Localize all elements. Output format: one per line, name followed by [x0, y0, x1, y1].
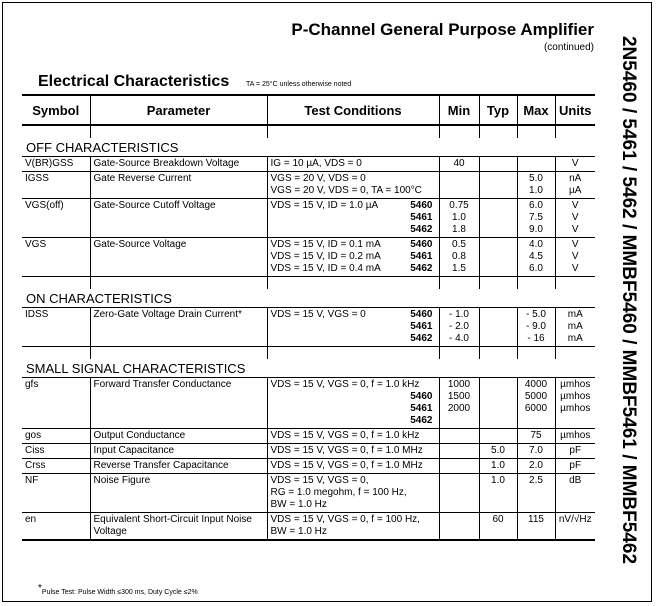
- device-number: 5462: [410, 415, 433, 426]
- unit-value: µmhos: [560, 391, 591, 402]
- max-value: 6.0: [529, 200, 543, 211]
- parameter-cell: Reverse Transfer Capacitance: [90, 459, 267, 474]
- device-number: 5461: [410, 212, 433, 223]
- min-cell: [439, 199, 479, 238]
- max-value: 6000: [524, 403, 548, 414]
- min-cell: [439, 459, 479, 474]
- spacer-cell: [479, 277, 517, 290]
- table-body: [22, 125, 595, 540]
- page-title: P-Channel General Purpose Amplifier: [291, 20, 594, 39]
- max-cell: [517, 513, 555, 541]
- condition-line: VDS = 15 V, ID = 0.1 mA: [270, 239, 381, 250]
- unit-value: nA: [569, 173, 582, 184]
- parameter-cell: Equivalent Short-Circuit Input Noise Voltage: [90, 513, 267, 541]
- table-row: [22, 238, 595, 277]
- min-value: 1.8: [452, 224, 466, 235]
- device-number: 5460: [410, 391, 433, 402]
- table-row: [22, 172, 595, 199]
- section-heading-row: [22, 289, 595, 308]
- conditions-cell: [267, 429, 439, 444]
- condition-line: RG = 1.0 megohm, f = 100 Hz,: [270, 487, 407, 498]
- conditions-cell: [267, 513, 439, 541]
- unit-value: µmhos: [560, 403, 591, 414]
- min-value: 1000: [447, 379, 471, 390]
- condition-line: VGS = 20 V, VDS = 0, TA = 100°C: [270, 185, 422, 196]
- units-cell: [555, 444, 595, 459]
- symbol-cell: Crss: [22, 459, 90, 474]
- symbol-cell: gos: [22, 429, 90, 444]
- section-heading: OFF CHARACTERISTICS: [22, 138, 595, 157]
- max-cell: [517, 459, 555, 474]
- parameter-cell: Gate-Source Cutoff Voltage: [90, 199, 267, 238]
- condition-line: VDS = 15 V, ID = 1.0 µA: [270, 200, 379, 211]
- max-cell: [517, 172, 555, 199]
- min-cell: [439, 429, 479, 444]
- units-cell: [555, 429, 595, 444]
- device-number: 5460: [410, 239, 433, 250]
- unit-value: V: [571, 200, 579, 211]
- condition-line: VDS = 15 V, VGS = 0, f = 1.0 kHz: [270, 379, 420, 390]
- section-heading-row: [22, 138, 595, 157]
- max-value: - 5.0: [525, 309, 546, 320]
- min-value: - 4.0: [448, 333, 469, 344]
- units-cell: [555, 513, 595, 541]
- typ-cell: [479, 513, 517, 541]
- device-number: 5461: [410, 251, 433, 262]
- spacer-cell: [439, 347, 479, 360]
- section-heading-row: [22, 359, 595, 378]
- typ-cell: [479, 378, 517, 429]
- min-value: 0.75: [449, 200, 469, 211]
- spacer-cell: [22, 125, 90, 138]
- max-value: 75: [530, 430, 542, 441]
- spacer-cell: [267, 277, 439, 290]
- condition-line: VDS = 15 V, VGS = 0, f = 1.0 MHz: [270, 445, 423, 456]
- section-title: Electrical Characteristics: [38, 73, 230, 90]
- typ-cell: [479, 172, 517, 199]
- min-value: 2000: [447, 403, 471, 414]
- parameter-cell: Zero-Gate Voltage Drain Current*: [90, 308, 267, 347]
- min-value: - 1.0: [448, 309, 469, 320]
- spacer-cell: [517, 125, 555, 138]
- max-cell: [517, 199, 555, 238]
- spacer-cell: [439, 125, 479, 138]
- parameter-cell: Gate Reverse Current: [90, 172, 267, 199]
- col-max: Max: [517, 95, 555, 125]
- section-note: TA = 25°C unless otherwise noted: [246, 81, 352, 88]
- max-value: 5.0: [529, 173, 543, 184]
- typ-value: 1.0: [491, 475, 505, 486]
- unit-value: V: [571, 212, 579, 223]
- max-value: 1.0: [529, 185, 543, 196]
- table-row: [22, 459, 595, 474]
- unit-value: V: [571, 224, 579, 235]
- max-value: 115: [528, 514, 544, 525]
- spacer-cell: [555, 125, 595, 138]
- col-units: Units: [555, 95, 595, 125]
- col-typ: Typ: [479, 95, 517, 125]
- condition-line: VDS = 15 V, VGS = 0: [270, 309, 366, 320]
- device-number: 5460: [410, 309, 433, 320]
- units-cell: [555, 308, 595, 347]
- typ-cell: [479, 238, 517, 277]
- spacer-row: [22, 347, 595, 360]
- typ-cell: [479, 474, 517, 513]
- max-cell: [517, 444, 555, 459]
- parameter-cell: Noise Figure: [90, 474, 267, 513]
- spacer-cell: [517, 277, 555, 290]
- unit-value: V: [571, 263, 579, 274]
- table-row: [22, 429, 595, 444]
- table-row: [22, 157, 595, 172]
- conditions-cell: [267, 378, 439, 429]
- min-cell: [439, 444, 479, 459]
- spacer-cell: [90, 347, 267, 360]
- unit-value: dB: [569, 475, 582, 486]
- condition-line: VGS = 20 V, VDS = 0: [270, 173, 366, 184]
- max-value: 2.0: [529, 460, 543, 471]
- condition-line: BW = 1.0 Hz: [270, 526, 327, 537]
- typ-cell: [479, 308, 517, 347]
- spacer-cell: [439, 277, 479, 290]
- parameter-cell: Gate-Source Breakdown Voltage: [90, 157, 267, 172]
- table-header-row: [22, 95, 595, 125]
- col-symbol: Symbol: [22, 95, 90, 125]
- condition-line: IG = 10 µA, VDS = 0: [270, 158, 362, 169]
- min-cell: [439, 513, 479, 541]
- max-value: 5000: [524, 391, 548, 402]
- min-cell: [439, 172, 479, 199]
- unit-value: mA: [567, 321, 583, 332]
- device-number: 5461: [410, 403, 433, 414]
- condition-line: VDS = 15 V, VGS = 0, f = 100 Hz,: [270, 514, 420, 525]
- symbol-cell: IDSS: [22, 308, 90, 347]
- symbol-cell: V(BR)GSS: [22, 157, 90, 172]
- table-row: [22, 513, 595, 541]
- min-value: - 2.0: [448, 321, 469, 332]
- footnote-text: Pulse Test: Pulse Width ≤300 ms, Duty Cycle ≤2%: [41, 589, 198, 596]
- condition-line: VDS = 15 V, ID = 0.2 mA: [270, 251, 381, 262]
- footnote: [38, 583, 198, 596]
- max-cell: [517, 238, 555, 277]
- spacer-row: [22, 125, 595, 138]
- col-test-conditions: Test Conditions: [267, 95, 439, 125]
- spacer-row: [22, 277, 595, 290]
- typ-value: 5.0: [491, 445, 505, 456]
- parameter-cell: Gate-Source Voltage: [90, 238, 267, 277]
- unit-value: V: [571, 158, 579, 169]
- conditions-cell: [267, 172, 439, 199]
- unit-value: mA: [567, 309, 583, 320]
- table-row: [22, 474, 595, 513]
- device-number: 5460: [410, 200, 433, 211]
- conditions-cell: [267, 157, 439, 172]
- max-value: 2.5: [529, 475, 543, 486]
- side-part-numbers-text: 2N5460 / 5461 / 5462 / MMBF5460 / MMBF5461 / MMBF5462: [618, 35, 639, 565]
- units-cell: [555, 172, 595, 199]
- units-cell: [555, 474, 595, 513]
- max-cell: [517, 308, 555, 347]
- units-cell: [555, 378, 595, 429]
- unit-value: µA: [569, 185, 582, 196]
- conditions-cell: [267, 238, 439, 277]
- spacer-cell: [555, 347, 595, 360]
- min-cell: [439, 308, 479, 347]
- table-row: [22, 308, 595, 347]
- typ-cell: [479, 157, 517, 172]
- min-value: 1.5: [452, 263, 466, 274]
- max-value: 6.0: [529, 263, 543, 274]
- spacer-cell: [555, 277, 595, 290]
- col-min: Min: [439, 95, 479, 125]
- parameter-cell: Input Capacitance: [90, 444, 267, 459]
- device-number: 5462: [410, 263, 433, 274]
- table-row: [22, 378, 595, 429]
- parameter-cell: Output Conductance: [90, 429, 267, 444]
- spacer-cell: [517, 347, 555, 360]
- symbol-cell: Ciss: [22, 444, 90, 459]
- unit-value: mA: [567, 333, 583, 344]
- units-cell: [555, 157, 595, 172]
- page-subtitle: (continued): [543, 42, 594, 53]
- typ-value: 60: [492, 514, 504, 525]
- parameter-cell: Forward Transfer Conductance: [90, 378, 267, 429]
- spacer-cell: [267, 347, 439, 360]
- conditions-cell: [267, 444, 439, 459]
- max-cell: [517, 378, 555, 429]
- table-row: [22, 444, 595, 459]
- condition-line: VDS = 15 V, VGS = 0,: [270, 475, 369, 486]
- unit-value: V: [571, 251, 579, 262]
- condition-line: VDS = 15 V, ID = 0.4 mA: [270, 263, 381, 274]
- typ-cell: [479, 199, 517, 238]
- max-value: 4000: [524, 379, 548, 390]
- characteristics-table: [22, 94, 595, 541]
- min-value: 0.8: [452, 251, 466, 262]
- typ-value: 1.0: [491, 460, 505, 471]
- max-value: 7.5: [529, 212, 543, 223]
- max-value: 9.0: [529, 224, 543, 235]
- unit-value: µmhos: [560, 430, 591, 441]
- typ-cell: [479, 429, 517, 444]
- spacer-cell: [267, 125, 439, 138]
- spacer-cell: [479, 347, 517, 360]
- table-row: [22, 199, 595, 238]
- unit-value: V: [571, 239, 579, 250]
- device-number: 5462: [410, 224, 433, 235]
- min-value: 1500: [447, 391, 471, 402]
- condition-line: VDS = 15 V, VGS = 0, f = 1.0 MHz: [270, 460, 423, 471]
- symbol-cell: gfs: [22, 378, 90, 429]
- spacer-cell: [90, 277, 267, 290]
- max-value: - 16: [527, 333, 545, 344]
- unit-value: pF: [569, 445, 582, 456]
- min-value: 0.5: [452, 239, 466, 250]
- spacer-cell: [479, 125, 517, 138]
- units-cell: [555, 238, 595, 277]
- units-cell: [555, 459, 595, 474]
- typ-cell: [479, 459, 517, 474]
- spacer-cell: [90, 125, 267, 138]
- unit-value: pF: [569, 460, 582, 471]
- symbol-cell: IGSS: [22, 172, 90, 199]
- conditions-cell: [267, 308, 439, 347]
- max-value: - 9.0: [525, 321, 546, 332]
- min-cell: [439, 238, 479, 277]
- section-heading: SMALL SIGNAL CHARACTERISTICS: [22, 359, 595, 378]
- symbol-cell: NF: [22, 474, 90, 513]
- max-cell: [517, 474, 555, 513]
- spacer-cell: [22, 347, 90, 360]
- min-cell: [439, 474, 479, 513]
- spacer-cell: [22, 277, 90, 290]
- device-number: 5461: [410, 321, 433, 332]
- units-cell: [555, 199, 595, 238]
- section-heading: ON CHARACTERISTICS: [22, 289, 595, 308]
- col-parameter: Parameter: [90, 95, 267, 125]
- symbol-cell: VGS: [22, 238, 90, 277]
- min-value: 40: [453, 158, 465, 169]
- conditions-cell: [267, 459, 439, 474]
- unit-value: µmhos: [560, 379, 591, 390]
- conditions-cell: [267, 199, 439, 238]
- condition-line: BW = 1.0 Hz: [270, 499, 327, 510]
- unit-value: nV/√Hz: [558, 514, 592, 525]
- typ-cell: [479, 444, 517, 459]
- condition-line: VDS = 15 V, VGS = 0, f = 1.0 kHz: [270, 430, 420, 441]
- max-cell: [517, 157, 555, 172]
- min-value: 1.0: [452, 212, 466, 223]
- max-value: 7.0: [529, 445, 543, 456]
- symbol-cell: VGS(off): [22, 199, 90, 238]
- max-cell: [517, 429, 555, 444]
- conditions-cell: [267, 474, 439, 513]
- symbol-cell: en: [22, 513, 90, 541]
- min-cell: [439, 378, 479, 429]
- device-number: 5462: [410, 333, 433, 344]
- footnote-mark: *: [38, 583, 42, 594]
- max-value: 4.5: [529, 251, 543, 262]
- min-cell: [439, 157, 479, 172]
- max-value: 4.0: [529, 239, 543, 250]
